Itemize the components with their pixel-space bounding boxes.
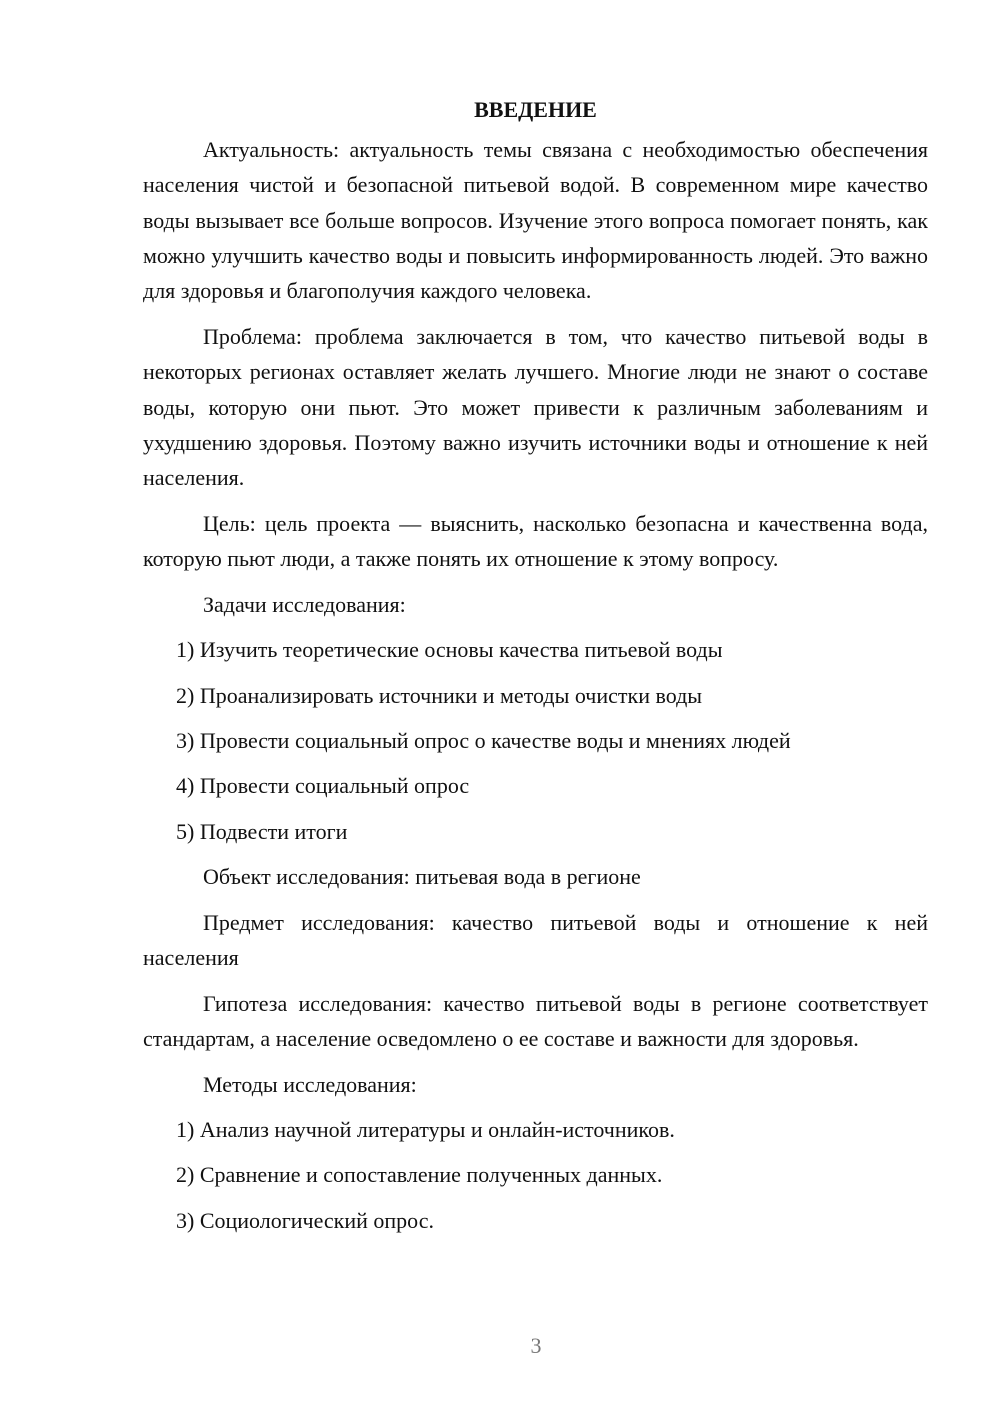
methods-list <box>143 1112 928 1238</box>
task-item-1: 1) Изучить теоретические основы качества питьевой воды <box>176 637 723 663</box>
relevance-paragraph: Актуальность: актуальность темы связана с необходимостью обеспечения населения чистой и безопасной питьевой водой. В современном мире качество воды вызывает все больше вопросов. Изучение этого вопроса помогает понять, как можно улучшить качество воды и повысить информированность людей. Это важно для здоровья и благополучия каждого человека. <box>143 137 928 304</box>
methods-heading: Методы исследования: <box>203 1071 417 1097</box>
task-item-5: 5) Подвести итоги <box>176 818 348 844</box>
tasks-heading: Задачи исследования: <box>203 592 406 618</box>
document-page <box>143 92 928 1248</box>
task-item-4: 4) Провести социальный опрос <box>176 773 470 799</box>
section-title: ВВЕДЕНИЕ <box>474 97 597 122</box>
method-item-1: 1) Анализ научной литературы и онлайн-источников. <box>176 1117 675 1143</box>
tasks-list <box>143 632 928 848</box>
research-object: Объект исследования: питьевая вода в регионе <box>203 863 641 889</box>
task-item-2: 2) Проанализировать источники и методы очистки воды <box>176 682 703 708</box>
task-item-3: 3) Провести социальный опрос о качестве воды и мнениях людей <box>176 727 791 753</box>
research-hypothesis: Гипотеза исследования: качество питьевой воды в регионе соответствует стандартам, а население осведомлено о ее составе и важности для здоровья. <box>143 990 928 1052</box>
goal-paragraph: Цель: цель проекта — выяснить, насколько безопасна и качественна вода, которую пьют люди, а также понять их отношение к этому вопросу. <box>143 510 928 572</box>
problem-paragraph: Проблема: проблема заключается в том, что качество питьевой воды в некоторых регионах оставляет желать лучшего. Многие люди не знают о составе воды, которую они пьют. Это может привести к различным заболеваниям и ухудшению здоровья. Поэтому важно изучить источники воды и отношение к ней населения. <box>143 323 928 491</box>
method-item-3: 3) Социологический опрос. <box>176 1207 434 1233</box>
research-subject: Предмет исследования: качество питьевой воды и отношение к ней населения <box>143 909 928 970</box>
method-item-2: 2) Сравнение и сопоставление полученных данных. <box>176 1162 663 1188</box>
page-number: 3 <box>530 1333 542 1358</box>
